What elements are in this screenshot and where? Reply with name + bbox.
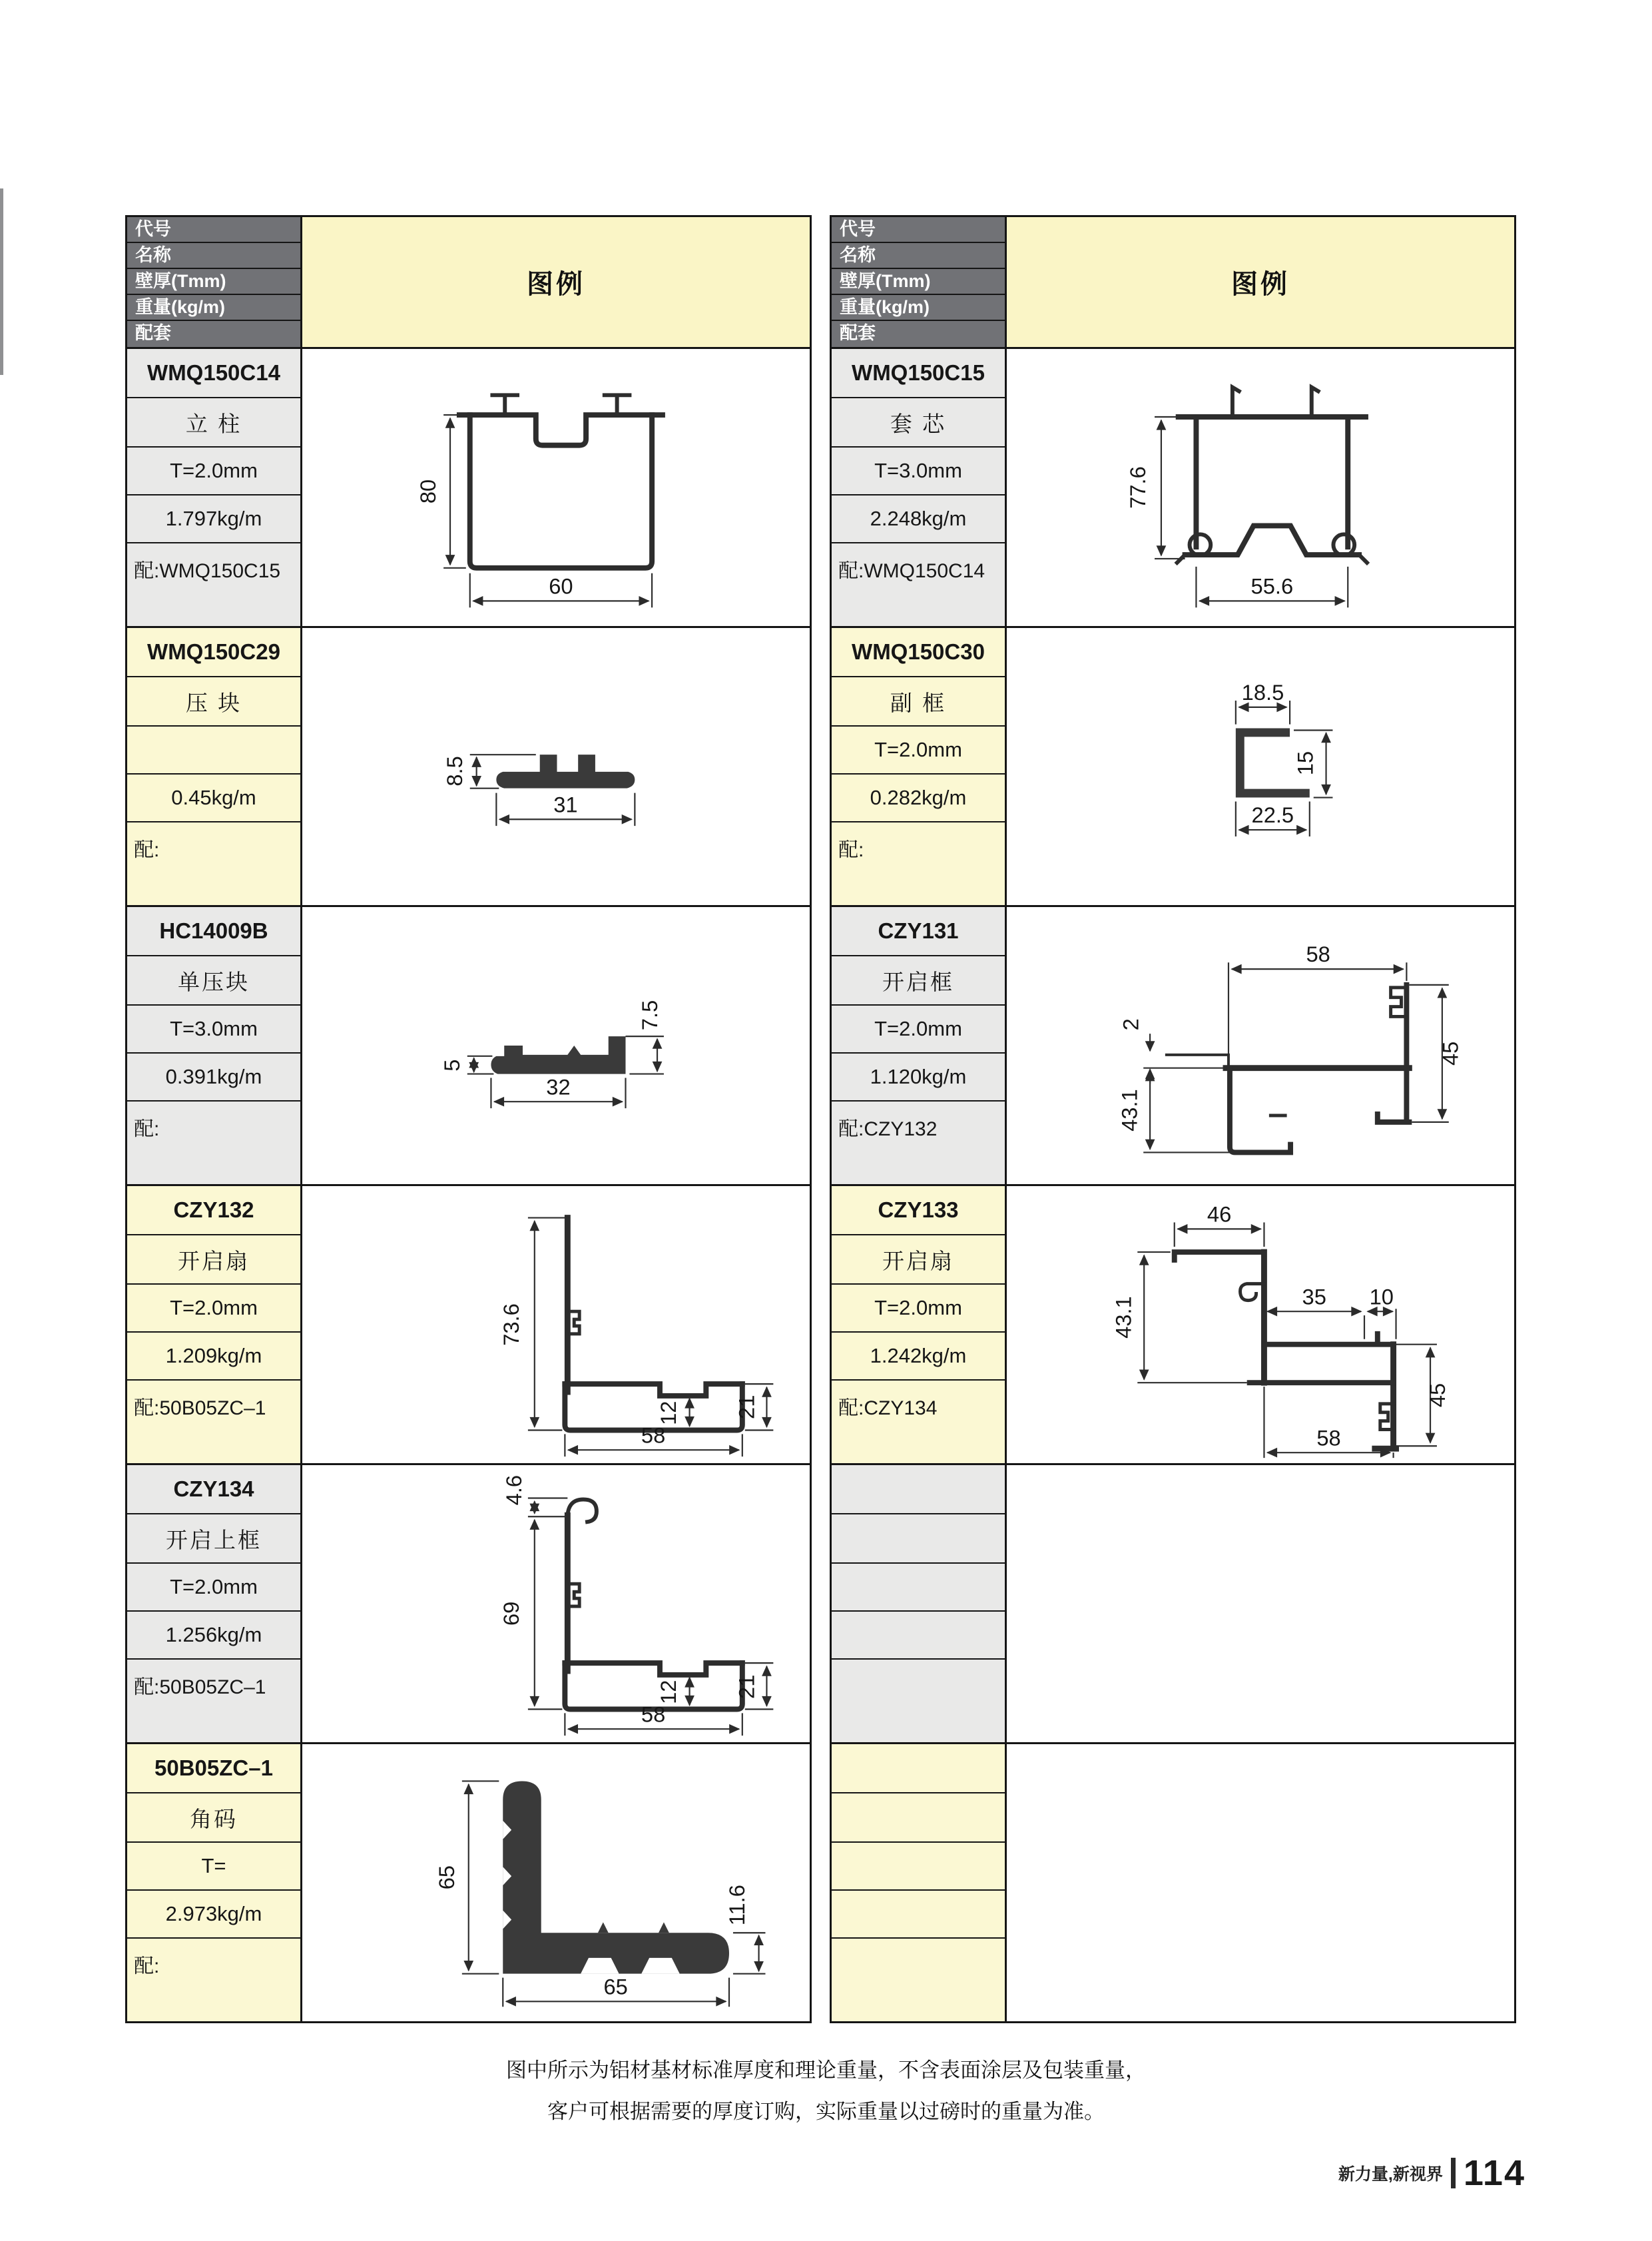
dim-label: 77.6 [1125,466,1151,509]
thickness-cell: T= [127,1843,300,1891]
profile-row-empty-1 [832,1463,1514,1742]
diagram-cell-empty [1007,1744,1514,2021]
name-cell: 开启上框 [127,1514,300,1564]
profile-drawing-50b05zc1 [302,1744,810,2021]
diagram-cell [302,907,810,1184]
thickness-cell [127,727,300,775]
diagram-cell [1007,628,1514,905]
dim-label: 31 [553,792,578,817]
legend-header-cell: 图例 [1007,217,1514,347]
header-label-column [127,217,302,347]
dim-label: 5 [439,1059,464,1072]
code-cell: WMQ150C15 [832,349,1005,398]
mate-cell: 配: [127,1939,300,2021]
header-label-column [832,217,1007,347]
dim-label: 58 [641,1702,666,1727]
code-cell: WMQ150C30 [832,628,1005,677]
profile-drawing-hc14009b [302,907,810,1184]
profile-drawing-czy131 [1007,907,1514,1184]
dim-label: 45 [1424,1383,1450,1408]
name-cell [832,1514,1005,1564]
mate-cell: 配:WMQ150C15 [127,543,300,626]
dim-label: 11.6 [724,1885,749,1926]
profile-row-wmq150c30 [832,626,1514,905]
thickness-cell: T=2.0mm [832,1006,1005,1054]
header-cell-code: 代号 [832,217,1005,243]
diagram-cell [302,1186,810,1463]
mate-cell: 配: [127,822,300,905]
profile-drawing-czy133 [1007,1186,1514,1463]
name-cell: 副 框 [832,677,1005,727]
weight-cell: 0.45kg/m [127,775,300,822]
weight-cell: 2.973kg/m [127,1891,300,1939]
weight-cell: 2.248kg/m [832,495,1005,543]
header-cell-name: 名称 [127,243,300,269]
dim-label: 15 [1292,751,1318,776]
code-cell [832,1744,1005,1793]
dim-label: 65 [603,1974,628,1999]
footer-note [0,2050,1652,2132]
profile-row-czy131 [832,905,1514,1184]
diagram-cell [1007,349,1514,626]
code-cell: HC14009B [127,907,300,956]
thickness-cell [832,1564,1005,1612]
dim-label: 7.5 [637,1000,663,1031]
footer-divider [1451,2158,1456,2188]
code-cell: WMQ150C14 [127,349,300,398]
dim-label: 73.6 [499,1303,524,1346]
page-footer [1338,2152,1525,2194]
diagram-cell [1007,907,1514,1184]
name-cell: 单压块 [127,956,300,1006]
dim-label: 65 [433,1865,459,1890]
profile-drawing-wmq150c29 [302,628,810,905]
footer-note-line2: 客户可根据需要的厚度订购，实际重量以过磅时的重量为准。 [547,2100,1105,2123]
name-cell: 开启框 [832,956,1005,1006]
profile-row-wmq150c14 [127,347,810,626]
diagram-cell [302,628,810,905]
thickness-cell: T=2.0mm [832,727,1005,775]
diagram-cell [302,1744,810,2021]
dim-label: 21 [734,1395,759,1419]
thickness-cell: T=2.0mm [832,1285,1005,1333]
header-cell-weight: 重量(kg/m) [127,295,300,321]
diagram-cell [302,1465,810,1742]
name-cell [832,1793,1005,1843]
dim-label: 18.5 [1241,679,1284,705]
header-cell-weight: 重量(kg/m) [832,295,1005,321]
profile-table-right [830,215,1516,2023]
mate-cell: 配:50B05ZC–1 [127,1660,300,1742]
name-cell: 开启扇 [127,1235,300,1285]
mate-cell: 配:WMQ150C14 [832,543,1005,626]
header-cell-code: 代号 [127,217,300,243]
diagram-cell [1007,1186,1514,1463]
code-cell: CZY134 [127,1465,300,1514]
code-cell: WMQ150C29 [127,628,300,677]
mate-cell: 配: [832,822,1005,905]
profile-drawing-czy132 [302,1186,810,1463]
thickness-cell [832,1843,1005,1891]
dim-label: 21 [734,1674,759,1699]
header-cell-thickness: 壁厚(Tmm) [832,269,1005,295]
dim-label: 69 [499,1601,524,1626]
name-cell: 套 芯 [832,398,1005,448]
profile-drawing-czy134 [302,1465,810,1742]
mate-cell: 配:50B05ZC–1 [127,1381,300,1463]
code-cell: CZY132 [127,1186,300,1235]
code-cell: CZY131 [832,907,1005,956]
mate-cell [832,1939,1005,2021]
name-cell: 角码 [127,1793,300,1843]
table-header [832,217,1514,347]
page-edge-mark [0,188,3,375]
profile-row-czy133 [832,1184,1514,1463]
code-cell: 50B05ZC–1 [127,1744,300,1793]
dim-label: 35 [1302,1284,1326,1309]
dim-label: 43.1 [1117,1089,1142,1131]
weight-cell: 1.242kg/m [832,1333,1005,1381]
name-cell: 压 块 [127,677,300,727]
diagram-cell-empty [1007,1465,1514,1742]
dim-label: 10 [1369,1284,1394,1309]
weight-cell: 1.256kg/m [127,1612,300,1660]
profile-row-empty-2 [832,1742,1514,2021]
dim-label: 32 [546,1074,571,1100]
weight-cell: 1.797kg/m [127,495,300,543]
weight-cell: 1.209kg/m [127,1333,300,1381]
weight-cell: 1.120kg/m [832,1054,1005,1102]
thickness-cell: T=2.0mm [127,1285,300,1333]
name-cell: 立 柱 [127,398,300,448]
brand-slogan: 新力量,新视界 [1338,2165,1443,2184]
dim-label: 58 [1306,942,1330,967]
profile-row-50b05zc1 [127,1742,810,2021]
weight-cell [832,1612,1005,1660]
profile-row-czy134 [127,1463,810,1742]
header-cell-name: 名称 [832,243,1005,269]
header-cell-mate: 配套 [127,321,300,347]
code-cell [832,1465,1005,1514]
code-cell: CZY133 [832,1186,1005,1235]
dim-label: 8.5 [441,756,467,787]
dim-label: 22.5 [1251,802,1294,828]
mate-cell [832,1660,1005,1742]
dim-label: 4.6 [501,1474,526,1506]
mate-cell: 配: [127,1102,300,1184]
thickness-cell: T=3.0mm [127,1006,300,1054]
dim-label: 46 [1207,1201,1232,1227]
profile-row-wmq150c15 [832,347,1514,626]
dim-label: 12 [655,1680,681,1704]
dim-label: 43.1 [1111,1296,1136,1339]
mate-cell: 配:CZY134 [832,1381,1005,1463]
profile-row-czy132 [127,1184,810,1463]
dim-label: 2 [1118,1018,1143,1031]
profile-drawing-wmq150c30 [1007,628,1514,905]
profile-drawing-wmq150c15 [1007,349,1514,626]
dim-label: 12 [655,1401,681,1425]
footer-note-line1: 图中所示为铝材基材标准厚度和理论重量，不含表面涂层及包装重量， [506,2059,1146,2082]
dim-label: 55.6 [1250,573,1294,599]
profile-table-left [125,215,812,2023]
header-cell-mate: 配套 [832,321,1005,347]
dim-label: 80 [415,479,441,504]
profile-row-hc14009b [127,905,810,1184]
mate-cell: 配:CZY132 [832,1102,1005,1184]
dim-label: 60 [549,573,573,599]
legend-header-cell: 图例 [302,217,810,347]
page-number: 114 [1463,2153,1525,2193]
profile-drawing-wmq150c14 [302,349,810,626]
profile-row-wmq150c29 [127,626,810,905]
weight-cell: 0.282kg/m [832,775,1005,822]
header-cell-thickness: 壁厚(Tmm) [127,269,300,295]
weight-cell [832,1891,1005,1939]
diagram-cell [302,349,810,626]
thickness-cell: T=2.0mm [127,1564,300,1612]
dim-label: 58 [1316,1425,1341,1450]
weight-cell: 0.391kg/m [127,1054,300,1102]
name-cell: 开启扇 [832,1235,1005,1285]
thickness-cell: T=2.0mm [127,448,300,495]
thickness-cell: T=3.0mm [832,448,1005,495]
table-header [127,217,810,347]
dim-label: 45 [1438,1041,1463,1066]
dim-label: 58 [641,1423,666,1448]
